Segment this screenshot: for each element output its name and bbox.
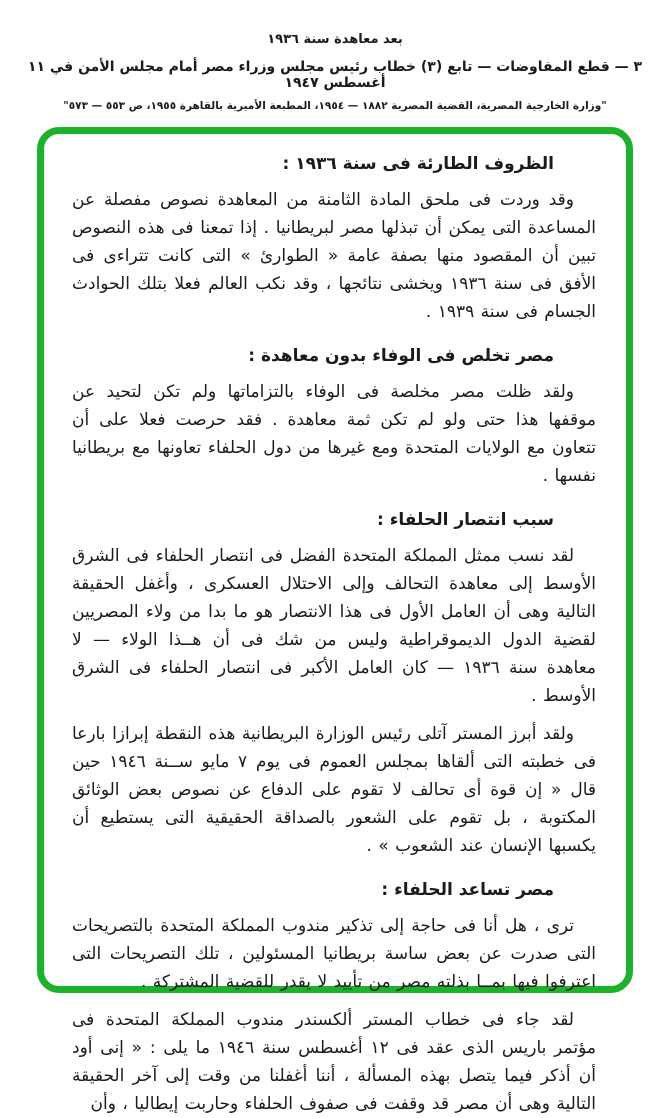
section-reason-allies-victory — [72, 510, 596, 860]
paragraph: لقد جاء فى خطاب المستر ألكسندر مندوب المملكة المتحدة فى مؤتمر باريس الذى عقد فى ١٢ أغسطس سنة ١٩٤٦ ما يلى : « إنى أود أن أذكر فيما يتصل بهذه المسألة ، أننا أغفلنا من وقت إلى آخر الحقيقة التالية وهى أن مصر قد وقفت فى صفوف الحلفاء وحاربت إيطاليا ، وأن — [72, 1010, 597, 1114]
section-emergency-circumstances — [72, 154, 596, 326]
paragraph: لقد نسب ممثل المملكة المتحدة الفضل فى انتصار الحلفاء فى الشرق الأوسط إلى معاهدة التحالف وإلى الاحتلال العسكرى ، وأغفل الحقيقة التالية وهى أن العامل الأول فى هذا الانتصار هو ما بدا من ولاء المصريين لقضية الدول الديموقراطية وليس من شك فى أن هــذا الولاء — لا معاهدة سنة ١٩٣٦ — كان العامل الأكبر فى انتصار الحلفاء فى الشرق الأوسط . — [72, 546, 597, 706]
paragraph: ولقد أبرز المستر آتلى رئيس الوزارة البريطانية هذه النقطة إبرازا بارعا فى خطبته التى ألقاها بمجلس العموم فى يوم ٧ مايو ســنة ١٩٤٦ حين قال « إن قوة أى تحالف لا تقوم على الدفاع عن نصوص بعض الوثائق المكتوبة ، بل تقوم على الشعور بالصداقة الحقيقية التى يستطيع أن يكسبها الإنسان عند الشعوب » . — [72, 724, 597, 856]
section-heading: مصر تخلص فى الوفاء بدون معاهدة : — [248, 346, 554, 366]
header-source-citation: "وزارة الخارجية المصرية، القضية المصرية ١٨٨٢ — ١٩٥٤، المطبعة الأميرية بالقاهرة ١٩٥٥، ص ٥٥٣ — ٥٧٣" — [63, 100, 607, 112]
paragraph: ترى ، هل أنا فى حاجة إلى تذكير مندوب المملكة المتحدة بالتصريحات التى صدرت عن بعض ساسة بريطانيا المسئولين ، تلك التصريحات التى اعترفوا فيها بمــا بذلته مصر من تأييد لا يقدر للقضية المشتركة . — [72, 916, 596, 992]
section-heading: مصر تساعد الحلفاء : — [381, 880, 554, 900]
paragraph: وقد وردت فى ملحق المادة الثامنة من المعاهدة نصوص مفصلة عن المساعدة التى يمكن أن تبذلها مصر لبريطانيا . إذا تمعنا فى هذه النصوص تبين أن المقصود منها بصفة عامة « الطوارئ » التى كانت تتراءى فى الأفق فى سنة ١٩٣٦ ويخشى نتائجها ، وقد نكب العالم فعلا بتلك الحوادث الجسام فى سنة ١٩٣٩ . — [72, 190, 597, 322]
document-header — [0, 0, 670, 112]
header-title-line: ٣ — قطع المفاوضات — تابع (٣) خطاب رئيس مجلس وزراء مصر أمام مجلس الأمن في ١١ أغسطس ١٩٤٧ — [27, 59, 643, 91]
section-heading: الظروف الطارئة فى سنة ١٩٣٦ : — [282, 154, 554, 174]
header-context-line: بعد معاهدة سنة ١٩٣٦ — [267, 32, 403, 47]
section-egypt-helps-allies — [72, 880, 596, 1118]
section-egypt-faithful-without-treaty — [72, 346, 596, 490]
content-frame — [37, 127, 633, 1114]
section-heading: سبب انتصار الحلفاء : — [377, 510, 554, 530]
paragraph: ولقد ظلت مصر مخلصة فى الوفاء بالتزاماتها ولم تكن لتحيد عن موقفها هذا حتى ولو لم تكن ثمة معاهدة . فقد حرصت فعلا على أن تتعاون مع الولايات المتحدة ومع غيرها من دول الحلفاء تعاونها مع بريطانيا نفسها . — [72, 382, 596, 486]
